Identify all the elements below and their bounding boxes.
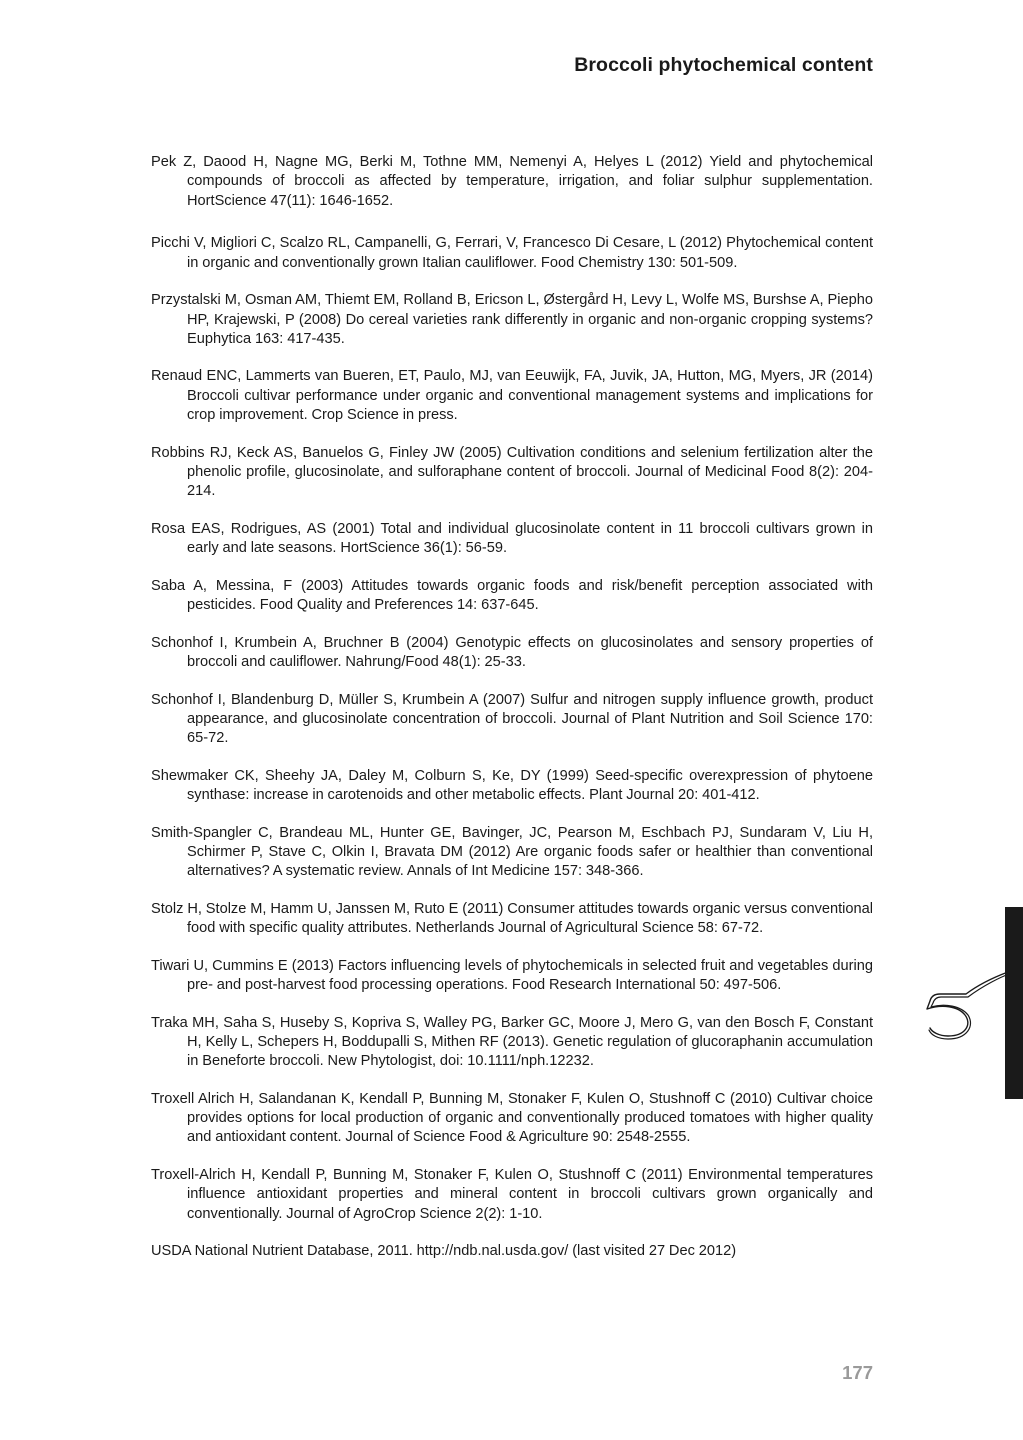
reference-entry: USDA National Nutrient Database, 2011. http://ndb.nal.usda.gov/ (last visited 27 Dec 2012): [151, 1243, 737, 1260]
reference-entry: Robbins RJ, Keck AS, Banuelos G, Finley JW (2005) Cultivation conditions and selenium fertilization alter the phenolic profile, glucosinolate, and sulforaphane content of broccoli. Journal of Medicinal Food 8(2): 204-214.: [151, 444, 873, 500]
reference-entry: Tiwari U, Cummins E (2013) Factors influencing levels of phytochemicals in selected fruit and vegetables during pre- and post-harvest food processing operations. Food Research International 50: 497-506.: [151, 957, 873, 993]
reference-entry: Shewmaker CK, Sheehy JA, Daley M, Colburn S, Ke, DY (1999) Seed-specific overexpression of phytoene synthase: increase in carotenoids and other metabolic effects. Plant Journal 20: 401-412.: [151, 767, 873, 803]
reference-entry: Schonhof I, Krumbein A, Bruchner B (2004) Genotypic effects on glucosinolates and sensory properties of broccoli and cauliflower. Nahrung/Food 48(1): 25-33.: [151, 634, 873, 670]
reference-entry: Saba A, Messina, F (2003) Attitudes towards organic foods and risk/benefit perception associated with pesticides. Food Quality and Preferences 14: 637-645.: [151, 577, 873, 614]
reference-entry: Troxell Alrich H, Salandanan K, Kendall P, Bunning M, Stonaker F, Kulen O, Stushnoff C (2010) Cultivar choice provides options for local production of organic and conventionally produced tomatoes with higher quality and antioxidant content. Journal of Science Food & Agriculture 90: 2548-2555.: [151, 1090, 873, 1146]
running-header-title: Broccoli phytochemical content: [574, 54, 873, 76]
reference-entry: Renaud ENC, Lammerts van Bueren, ET, Paulo, MJ, van Eeuwijk, FA, Juvik, JA, Hutton, MG, Myers, JR (2014) Broccoli cultivar performance under organic and conventional management systems and implications for crop improvement. Crop Science in press.: [151, 368, 873, 424]
reference-entry: Schonhof I, Blandenburg D, Müller S, Krumbein A (2007) Sulfur and nitrogen supply influence growth, product appearance, and glucosinolate concentration of broccoli. Journal of Plant Nutrition and Soil Science 170: 65-72.: [151, 691, 873, 747]
reference-entry: Smith-Spangler C, Brandeau ML, Hunter GE, Bavinger, JC, Pearson M, Eschbach PJ, Sundaram V, Liu H, Schirmer P, Stave C, Olkin I, Bravata DM (2012) Are organic foods safer or healthier than conventional alternatives? A systematic review. Annals of Int Medicine 157: 348-366.: [151, 824, 873, 880]
reference-entry: Stolz H, Stolze M, Hamm U, Janssen M, Ruto E (2011) Consumer attitudes towards organic versus conventional food with specific quality attributes. Netherlands Journal of Agricultural Science 58: 67-72.: [151, 900, 873, 937]
page-number: 177: [842, 1362, 873, 1383]
reference-entry: Pek Z, Daood H, Nagne MG, Berki M, Tothne MM, Nemenyi A, Helyes L (2012) Yield and phytochemical compounds of broccoli as affected by temperature, irrigation, and foliar sulphur supplementation. HortScience 47(11): 1646-1652.: [151, 154, 873, 209]
reference-entry: Traka MH, Saha S, Huseby S, Kopriva S, Walley PG, Barker GC, Moore J, Mero G, van den Bosch F, Constant H, Kelly L, Schepers H, Boddupalli S, Mithen RF (2013). Genetic regulation of glucoraphanin accumulation in Beneforte broccoli. New Phytologist, doi: 10.1111/nph.12232.: [151, 1014, 873, 1070]
reference-entry: Picchi V, Migliori C, Scalzo RL, Campanelli, G, Ferrari, V, Francesco Di Cesare, L (2012) Phytochemical content in organic and conventionally grown Italian cauliflower. Food Chemistry 130: 501-509.: [151, 235, 873, 271]
reference-list: [151, 153, 873, 1280]
reference-entry: Przystalski M, Osman AM, Thiemt EM, Rolland B, Ericson L, Østergård H, Levy L, Wolfe MS, Burshse A, Piepho HP, Krajewski, P (2008) Do cereal varieties rank differently in organic and non-organic cropping systems? Euphytica 163: 417-435.: [151, 292, 873, 347]
reference-entry: Rosa EAS, Rodrigues, AS (2001) Total and individual glucosinolate content in 11 broccoli cultivars grown in early and late seasons. HortScience 36(1): 56-59.: [151, 520, 873, 557]
reference-entry: Troxell-Alrich H, Kendall P, Bunning M, Stonaker F, Kulen O, Stushnoff C (2011) Environmental temperatures influence antioxidant properties and mineral content in broccoli cultivars grown organically and conventionally. Journal of AgroCrop Science 2(2): 1-10.: [151, 1166, 873, 1222]
chapter-numeral-5-icon: [922, 964, 1012, 1044]
